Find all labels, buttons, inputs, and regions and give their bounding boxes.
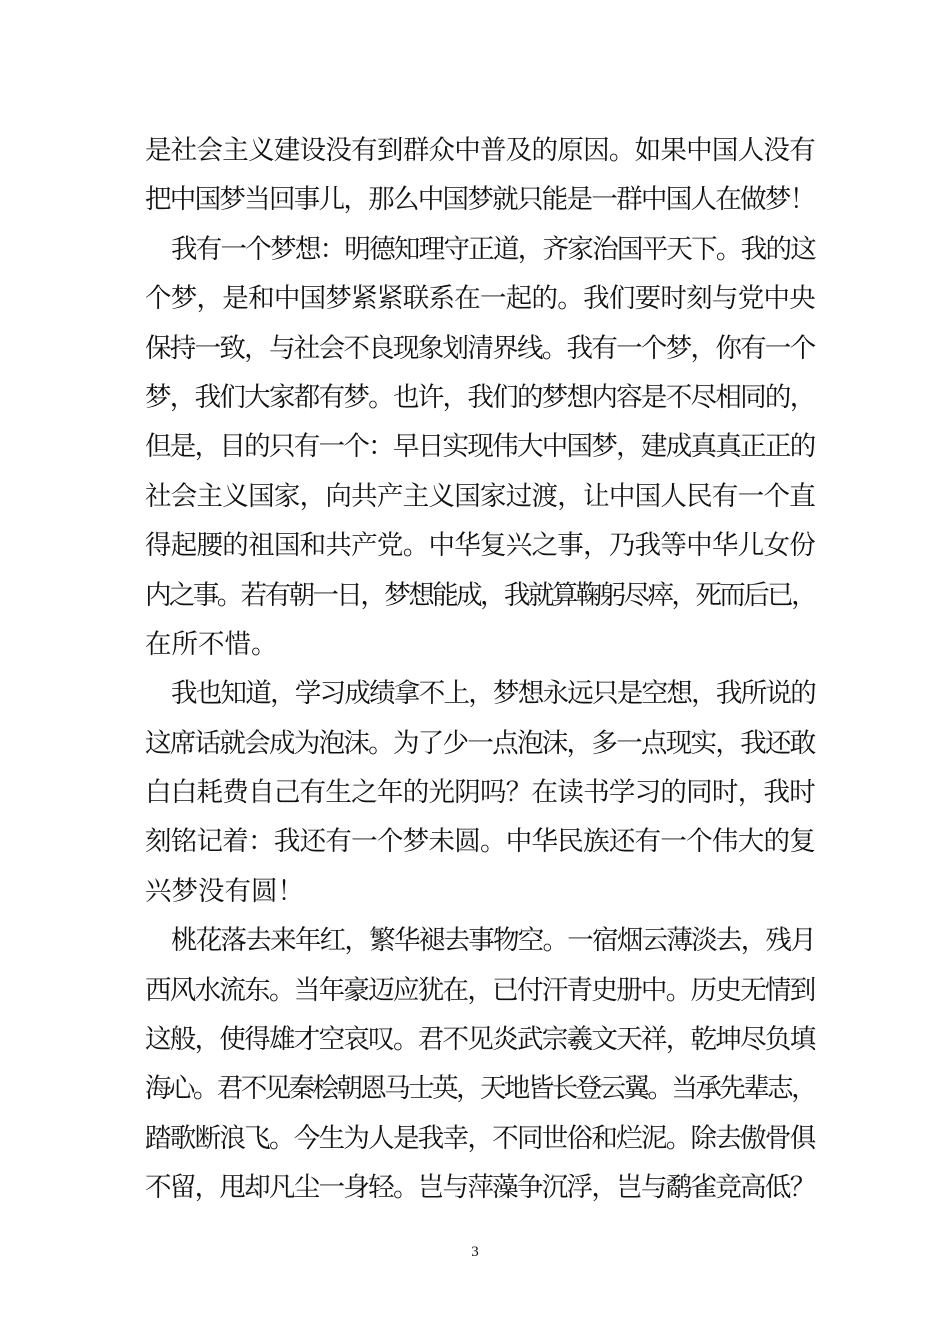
text-line: 在所不惜。 (145, 628, 278, 660)
text-line: 白白耗费自己有生之年的光阴吗？在读书学习的同时，我时 (145, 777, 815, 809)
text-line: 保持一致，与社会不良现象划清界线。我有一个梦，你有一个 (145, 332, 815, 364)
text-line: 兴梦没有圆！ (145, 875, 304, 907)
text-line: 不留，甩却凡尘一身轻。岂与萍藻争沉浮，岂与鹬雀竞高低？ (145, 1172, 815, 1204)
text-line: 我也知道，学习成绩拿不上，梦想永远只是空想，我所说的 (171, 678, 815, 710)
text-line: 但是，目的只有一个：早日实现伟大中国梦，建成真真正正的 (145, 431, 815, 463)
text-line: 刻铭记着：我还有一个梦未圆。中华民族还有一个伟大的复 (145, 826, 815, 858)
text-line: 把中国梦当回事儿，那么中国梦就只能是一群中国人在做梦！ (145, 184, 815, 216)
text-line: 这席话就会成为泡沫。为了少一点泡沫，多一点现实，我还敢 (145, 727, 815, 759)
page-number: 3 (471, 1244, 479, 1260)
body-text (145, 126, 815, 1213)
text-line: 西风水流东。当年豪迈应犹在，已付汗青史册中。历史无情到 (145, 974, 815, 1006)
text-line: 桃花落去来年红，繁华褪去事物空。一宿烟云薄淡去，残月 (171, 925, 815, 957)
text-line: 海心。君不见秦桧朝恩马士英，天地皆长登云翼。当承先辈志， (145, 1073, 815, 1105)
text-line: 是社会主义建设没有到群众中普及的原因。如果中国人没有 (145, 135, 815, 166)
text-line: 个梦，是和中国梦紧紧联系在一起的。我们要时刻与党中央 (145, 283, 815, 315)
text-line: 内之事。若有朝一日，梦想能成，我就算鞠躬尽瘁，死而后已， (145, 579, 815, 611)
text-line: 这般，使得雄才空哀叹。君不见炎武宗羲文天祥，乾坤尽负填 (145, 1024, 815, 1056)
text-line: 踏歌断浪飞。今生为人是我幸，不同世俗和烂泥。除去傲骨俱 (145, 1122, 815, 1154)
text-line: 社会主义国家，向共产主义国家过渡，让中国人民有一个直 (145, 480, 815, 512)
text-line: 得起腰的祖国和共产党。中华复兴之事，乃我等中华儿女份 (145, 530, 815, 562)
text-line: 梦，我们大家都有梦。也许，我们的梦想内容是不尽相同的， (145, 381, 815, 413)
text-line: 我有一个梦想：明德知理守正道，齐家治国平天下。我的这 (171, 233, 815, 265)
